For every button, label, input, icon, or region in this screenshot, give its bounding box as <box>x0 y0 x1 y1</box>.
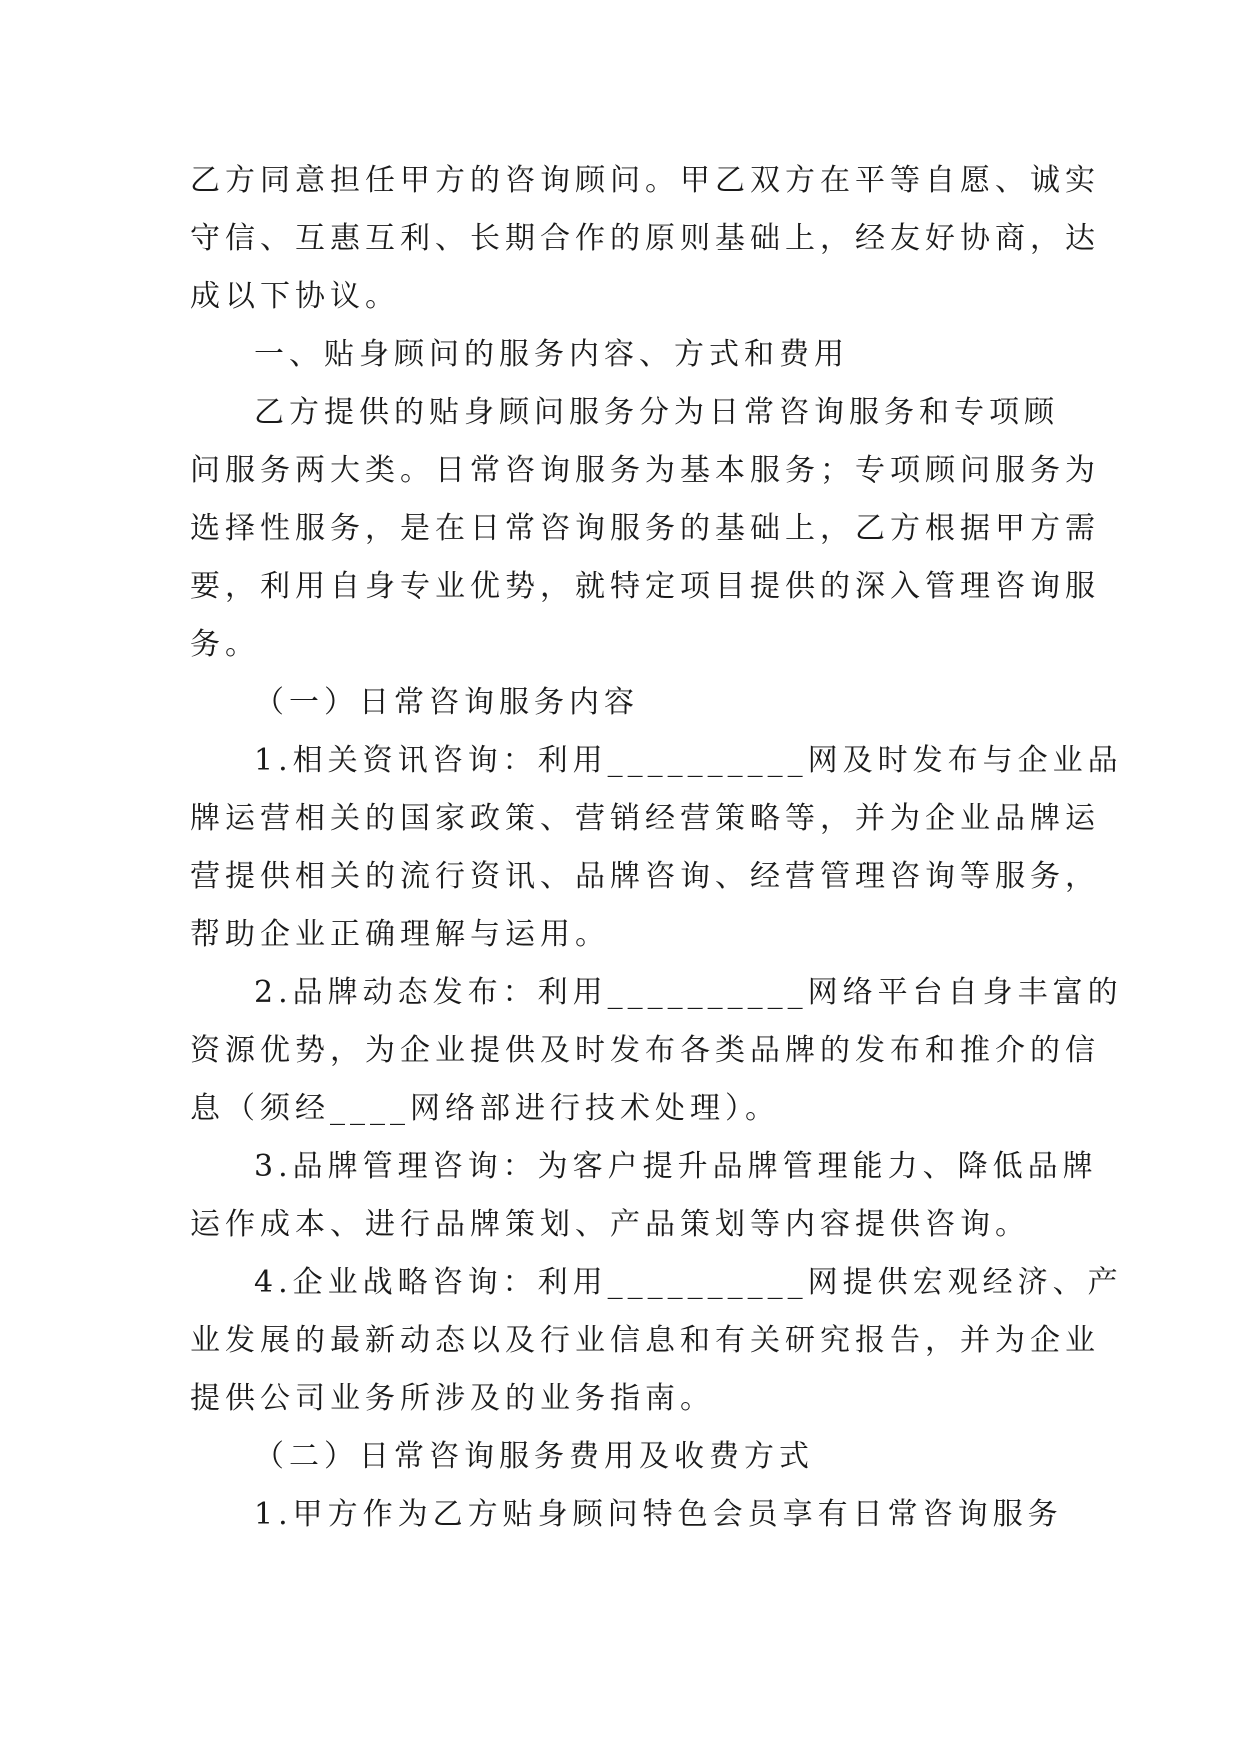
text-line: 息（须经____网络部进行技术处理）。 <box>190 1091 780 1126</box>
list-item: 2.品牌动态发布：利用__________网络平台自身丰富的 <box>254 975 1123 1010</box>
text-line: 务。 <box>190 627 260 662</box>
list-item: 3.品牌管理咨询：为客户提升品牌管理能力、降低品牌 <box>254 1149 1098 1184</box>
list-item: 1.甲方作为乙方贴身顾问特色会员享有日常咨询服务 <box>254 1497 1063 1532</box>
subsection-heading: （一）日常咨询服务内容 <box>254 685 639 720</box>
text-line: 守信、互惠互利、长期合作的原则基础上，经友好协商，达 <box>190 221 1100 256</box>
subsection-heading: （二）日常咨询服务费用及收费方式 <box>254 1439 814 1474</box>
text-line: 提供公司业务所涉及的业务指南。 <box>190 1381 715 1416</box>
text-line: 帮助企业正确理解与运用。 <box>190 917 610 952</box>
text-line: 牌运营相关的国家政策、营销经营策略等，并为企业品牌运 <box>190 801 1100 836</box>
list-item: 4.企业战略咨询：利用__________网提供宏观经济、产 <box>254 1265 1123 1300</box>
text-line: 乙方提供的贴身顾问服务分为日常咨询服务和专项顾 <box>254 395 1059 430</box>
text-line: 业发展的最新动态以及行业信息和有关研究报告，并为企业 <box>190 1323 1100 1358</box>
text-line: 要，利用自身专业优势，就特定项目提供的深入管理咨询服 <box>190 569 1100 604</box>
text-line: 成以下协议。 <box>190 279 400 314</box>
text-line: 资源优势，为企业提供及时发布各类品牌的发布和推介的信 <box>190 1033 1100 1068</box>
text-line: 选择性服务，是在日常咨询服务的基础上，乙方根据甲方需 <box>190 511 1100 546</box>
text-line: 问服务两大类。日常咨询服务为基本服务；专项顾问服务为 <box>190 453 1100 488</box>
list-item: 1.相关资讯咨询：利用__________网及时发布与企业品 <box>254 743 1123 778</box>
text-line: 乙方同意担任甲方的咨询顾问。甲乙双方在平等自愿、诚实 <box>190 163 1100 198</box>
text-line: 营提供相关的流行资讯、品牌咨询、经营管理咨询等服务， <box>190 859 1100 894</box>
document-body <box>190 152 1123 1544</box>
text-line: 运作成本、进行品牌策划、产品策划等内容提供咨询。 <box>190 1207 1030 1242</box>
section-heading: 一、贴身顾问的服务内容、方式和费用 <box>254 337 849 372</box>
